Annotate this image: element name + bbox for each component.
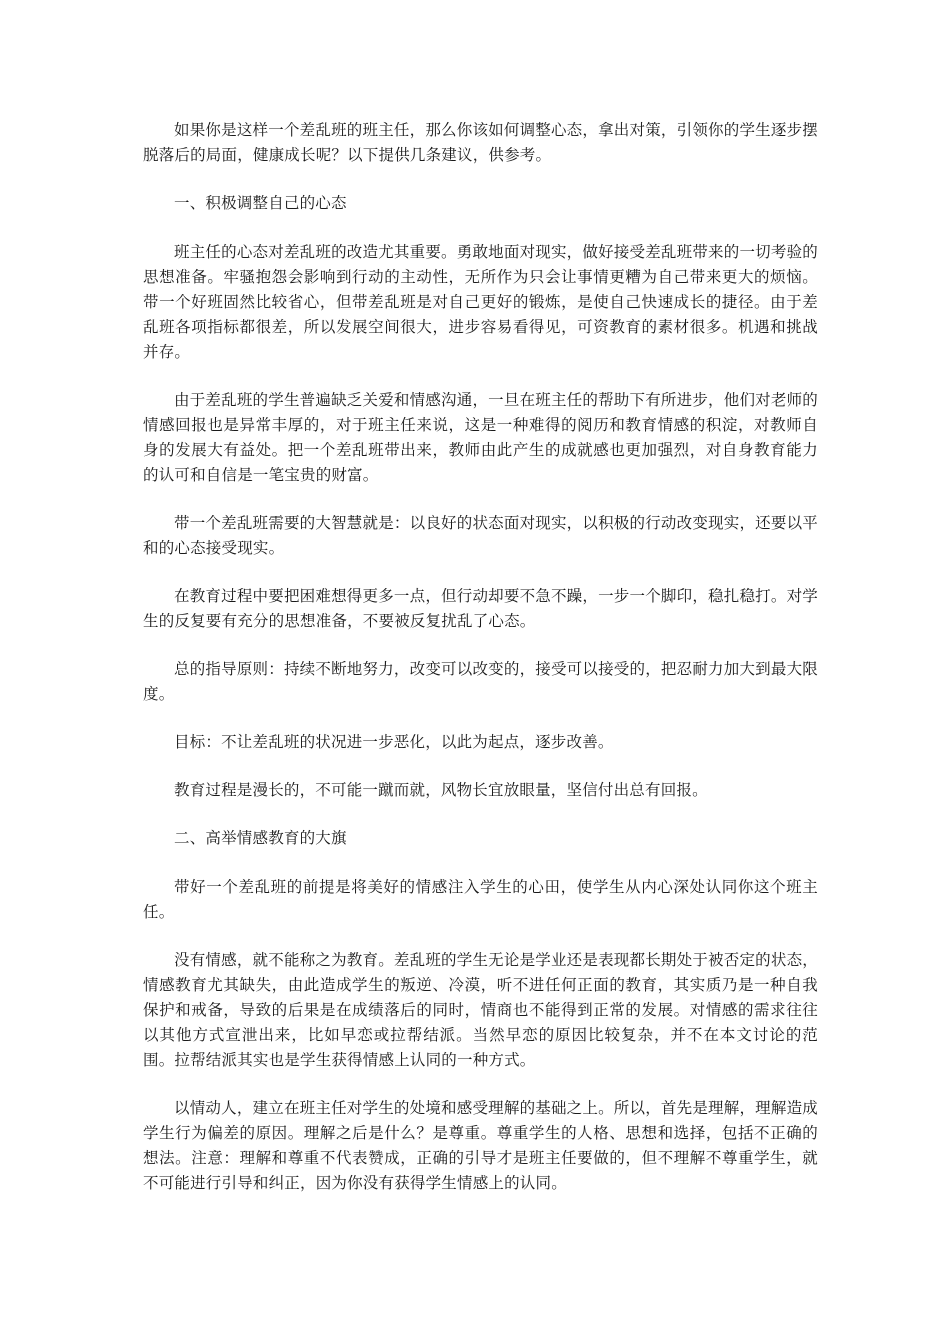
body-paragraph: 目标：不让差乱班的状况进一步恶化，以此为起点，逐步改善。 (174, 733, 614, 751)
body-paragraph: 以情动人，建立在班主任对学生的处境和感受理解的基础之上。所以，首先是理解，理解造成学生行为偏差的原因。理解之后是什么？是尊重。尊重学生的人格、思想和选择，包括不正确的想法。注意：理解和尊重不代表赞成，正确的引导才是班主任要做的，但不理解不尊重学生，就不可能进行引导和纠正，因为你没有获得学生情感上的认同。 (143, 1099, 818, 1192)
section-heading-1: 一、积极调整自己的心态 (174, 194, 347, 212)
section-heading-2: 二、高举情感教育的大旗 (174, 829, 347, 847)
body-paragraph: 总的指导原则：持续不断地努力，改变可以改变的，接受可以接受的，把忍耐力加大到最大限度。 (143, 660, 818, 703)
body-paragraph: 没有情感，就不能称之为教育。差乱班的学生无论是学业还是表现都长期处于被否定的状态，情感教育尤其缺失，由此造成学生的叛逆、冷漠，听不进任何正面的教育，其实质乃是一种自我保护和戒备，导致的后果是在成绩落后的同时，情商也不能得到正常的发展。对情感的需求往往以其他方式宣泄出来，比如早恋或拉帮结派。当然早恋的原因比较复杂，并不在本文讨论的范围。拉帮结派其实也是学生获得情感上认同的一种方式。 (143, 951, 818, 1069)
body-paragraph: 带一个差乱班需要的大智慧就是：以良好的状态面对现实，以积极的行动改变现实，还要以平和的心态接受现实。 (143, 514, 818, 557)
intro-paragraph: 如果你是这样一个差乱班的班主任，那么你该如何调整心态，拿出对策，引领你的学生逐步摆脱落后的局面，健康成长呢？以下提供几条建议，供参考。 (143, 121, 818, 164)
body-paragraph: 带好一个差乱班的前提是将美好的情感注入学生的心田，使学生从内心深处认同你这个班主任。 (143, 878, 818, 921)
body-paragraph: 班主任的心态对差乱班的改造尤其重要。勇敢地面对现实，做好接受差乱班带来的一切考验的思想准备。牢骚抱怨会影响到行动的主动性，无所作为只会让事情更糟为自己带来更大的烦恼。带一个好班固然比较省心，但带差乱班是对自己更好的锻炼，是使自己快速成长的捷径。由于差乱班各项指标都很差，所以发展空间很大，进步容易看得见，可资教育的素材很多。机遇和挑战并存。 (143, 243, 818, 361)
body-paragraph: 由于差乱班的学生普遍缺乏关爱和情感沟通，一旦在班主任的帮助下有所进步，他们对老师的情感回报也是异常丰厚的，对于班主任来说，这是一种难得的阅历和教育情感的积淀，对教师自身的发展大有益处。把一个差乱班带出来，教师由此产生的成就感也更加强烈，对自身教育能力的认可和自信是一笔宝贵的财富。 (143, 391, 818, 484)
document-body (143, 118, 818, 1219)
body-paragraph: 教育过程是漫长的，不可能一蹴而就，风物长宜放眼量，坚信付出总有回报。 (174, 781, 708, 799)
body-paragraph: 在教育过程中要把困难想得更多一点，但行动却要不急不躁，一步一个脚印，稳扎稳打。对学生的反复要有充分的思想准备，不要被反复扰乱了心态。 (143, 587, 818, 630)
